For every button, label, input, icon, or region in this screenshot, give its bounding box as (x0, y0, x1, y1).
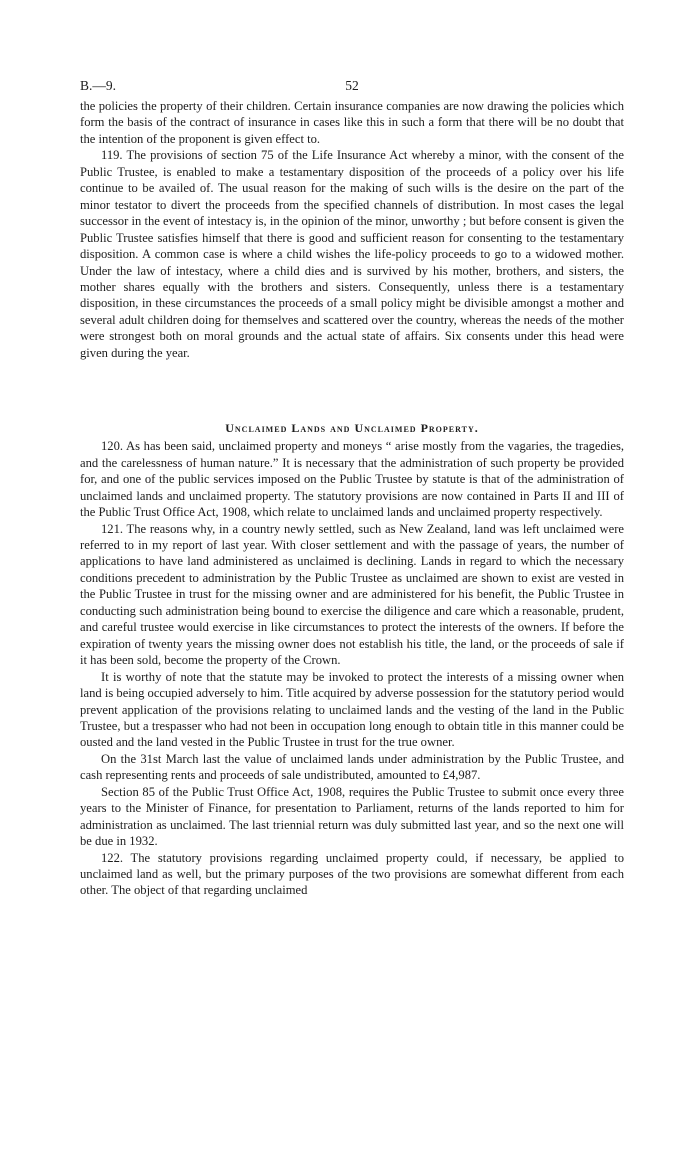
document-page (80, 78, 624, 899)
paragraph-statute-note: It is worthy of note that the statute may be invoked to protect the interests of a missing owner when land is being occupied adversely to him. Title acquired by adverse possession for the statutory period would prevent application of the provisions relating to unclaimed lands and the vesting of the land in the Public Trustee, but a trespasser who had not been in occupation long enough to obtain title in this manner could be ousted and the land vested in the Public Trustee in trust for the true owner. (80, 669, 624, 750)
paragraph-121: 121. The reasons why, in a country newly settled, such as New Zealand, land was left unclaimed were referred to in my report of last year. With closer settlement and with the passage of years, the number of applications to have land administered as unclaimed is declining. Lands in regard to which the necessary conditions precedent to administration by the Public Trustee as unclaimed are shown to exist are vested in the Public Trustee in trust for the missing owner and are administered for his benefit, the Public Trustee in conducting such administration being bound to exercise the diligence and care which a reasonable, prudent, and careful trustee would exercise in like circumstances to protect the interests of the owners. If before the expiration of twenty years the missing owner does not establish his title, the land, or the proceeds of sale if it has been sold, become the property of the Crown. (80, 521, 624, 668)
page-number: 52 (345, 78, 359, 93)
paragraph-continued: the policies the property of their children. Certain insurance companies are now drawing the policies which form the basis of the contract of insurance in cases like this in such a form that there will be no doubt that the intention of the proponent is given effect to. (80, 99, 624, 146)
paragraph-120: 120. As has been said, unclaimed property and moneys “ arise mostly from the vagaries, the tragedies, and the carelessness of human nature.” It is necessary that the administration of such property be provided for, and one of the public services imposed on the Public Trustee by statute is that of the administration of unclaimed lands and unclaimed property. The statutory provisions are now contained in Parts II and III of the Public Trust Office Act, 1908, which relate to unclaimed lands and unclaimed property respectively. (80, 439, 624, 520)
section-heading: Unclaimed Lands and Unclaimed Property. (225, 421, 479, 436)
paragraph-unclaimed-value: On the 31st March last the value of unclaimed lands under administration by the Public Trustee, and cash representing rents and proceeds of sale undistributed, amounted to £4,987. (80, 751, 624, 783)
section-spacer (80, 361, 624, 420)
report-reference-code: B.—9. (80, 78, 117, 93)
paragraph-122: 122. The statutory provisions regarding unclaimed property could, if necessary, be applied to unclaimed land as well, but the primary purposes of the two provisions are somewhat different from each other. The object of that regarding unclaimed (80, 850, 624, 898)
paragraph-section-85: Section 85 of the Public Trust Office Act, 1908, requires the Public Trustee to submit once every three years to the Minister of Finance, for presentation to Parliament, returns of the lands reported to him for administration as unclaimed. The last triennial return was duly submitted last year, and so the next one will be due in 1932. (80, 784, 624, 849)
running-header (80, 78, 624, 98)
paragraph-119: 119. The provisions of section 75 of the Life Insurance Act whereby a minor, with the consent of the Public Trustee, is enabled to make a testamentary disposition of the proceeds of a policy over his life continue to be availed of. The usual reason for the making of such wills is the desire on the part of the minor testator to divert the proceeds from the specified channels of distribution. In most cases the legal successor in the event of intestacy is, in the opinion of the minor, unworthy ; but before consent is given the Public Trustee satisfies himself that there is good and sufficient reason for consenting to the testamentary disposition. A common case is where a child wishes the life-policy proceeds to go to a widowed mother. Under the law of intestacy, where a child dies and is survived by his mother, brothers, and sisters, the mother shares equally with the brothers and sisters. Consequently, unless there is a testamentary disposition, in these circumstances the proceeds of a small policy might be divisible amongst a mother and several adult children doing for themselves and scattered over the country, whereas the needs of the mother were strongest both on moral grounds and the actual state of affairs. Six consents under this head were given during the year. (80, 148, 624, 360)
